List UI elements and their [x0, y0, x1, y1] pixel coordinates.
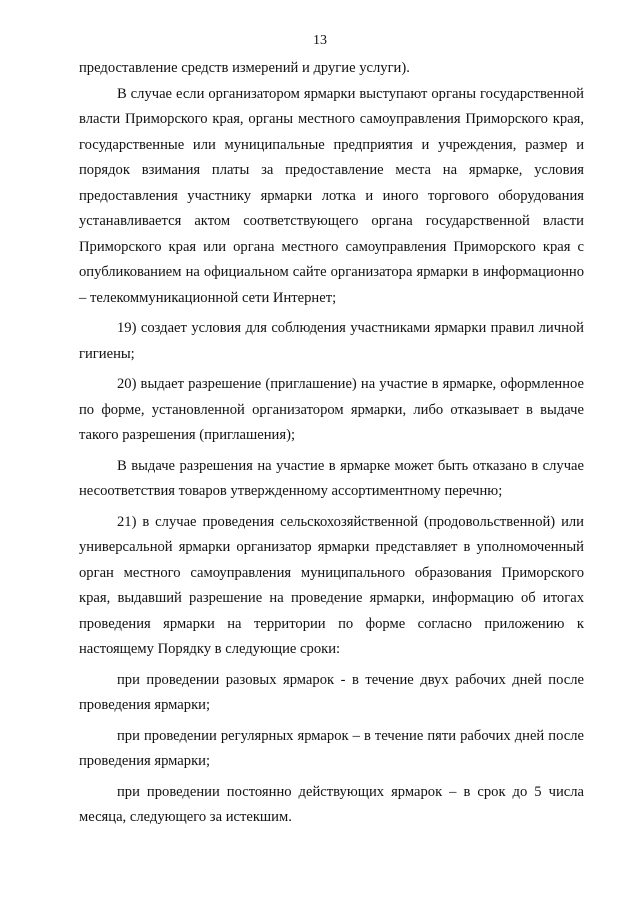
paragraph-item-19: 19) создает условия для соблюдения участниками ярмарки правил личной гигиены; [79, 320, 584, 362]
paragraph-regular-fairs: при проведении регулярных ярмарок – в течение пяти рабочих дней после проведения ярмарки; [79, 727, 584, 769]
paragraph-item-20: 20) выдает разрешение (приглашение) на участие в ярмарке, оформленное по форме, установленной организатором ярмарки, либо отказывает в выдаче такого разрешения (приглашения); [79, 376, 584, 443]
page-number: 13 [313, 33, 327, 48]
paragraph-refusal: В выдаче разрешения на участие в ярмарке может быть отказано в случае несоответствия товаров утвержденному ассортиментному перечню; [79, 457, 584, 499]
paragraph-fee-procedure: В случае если организатором ярмарки выступают органы государственной власти Приморского края, органы местного самоуправления Приморского края, государственные или муниципальные предприятия и учреждения, размер и порядок взимания платы за предоставление места на ярмарке, условия предоставления участнику ярмарки лотка и иного торгового оборудования устанавливается актом соответствующего органа государственной власти Приморского края или органа местного самоуправления Приморского края с опубликованием на официальном сайте организатора ярмарки в информационно – телекоммуникационной сети Интернет; [79, 85, 584, 306]
paragraph-one-time-fairs: при проведении разовых ярмарок - в течение двух рабочих дней после проведения ярмарки; [79, 671, 584, 713]
paragraph-item-21: 21) в случае проведения сельскохозяйственной (продовольственной) или универсальной ярмарки организатор ярмарки представляет в уполномоченный орган местного самоуправления муниципального образования Приморского края, выдавший разрешение на проведение ярмарки, информацию об итогах проведения ярмарки на территории по форме согласно приложению к настоящему Порядку в следующие сроки: [79, 513, 584, 657]
document-body [79, 56, 584, 831]
paragraph-permanent-fairs: при проведении постоянно действующих ярмарок – в срок до 5 числа месяца, следующего за истекшим. [79, 783, 584, 825]
paragraph-continuation: предоставление средств измерений и другие услуги). [79, 60, 410, 76]
